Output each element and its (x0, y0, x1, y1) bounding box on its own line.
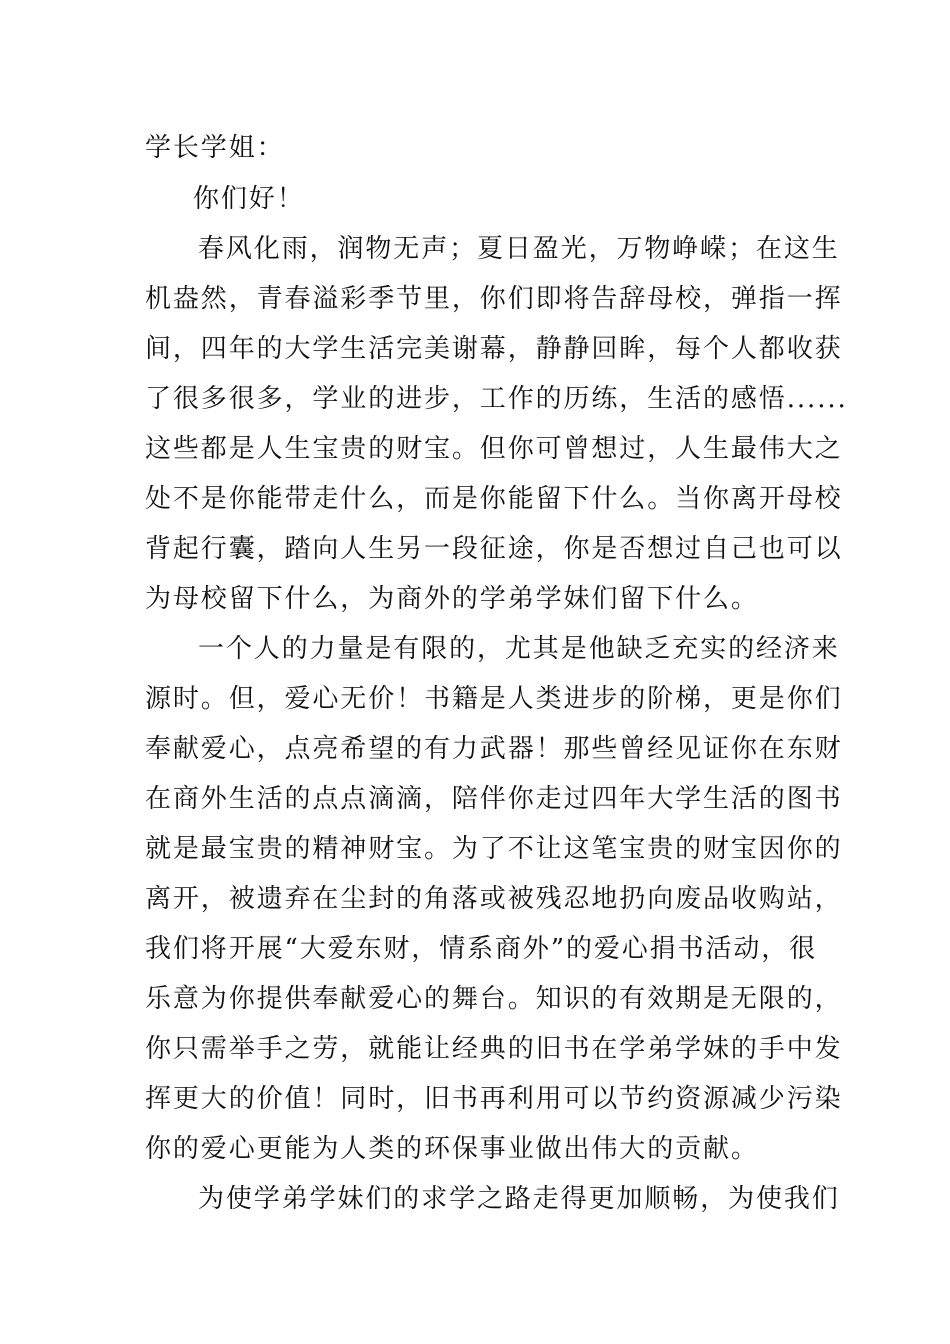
paragraph-line: 挥更大的价值！同时，旧书再利用可以节约资源减少污染 (145, 1084, 843, 1114)
paragraph-line: 奉献爱心，点亮希望的有力武器！那些曾经见证你在东财 (145, 734, 843, 764)
paragraph-line: 你只需举手之劳，就能让经典的旧书在学弟学妹的手中发 (145, 1034, 843, 1064)
paragraph-line: 为母校留下什么，为商外的学弟学妹们留下什么。 (145, 584, 759, 614)
salutation: 学长学姐： (145, 133, 285, 163)
paragraph-line: 处不是你能带走什么，而是你能留下什么。当你离开母校 (145, 484, 843, 514)
paragraph-line: 这些都是人生宝贵的财宝。但你可曾想过，人生最伟大之 (145, 434, 843, 464)
paragraph-line: 背起行囊，踏向人生另一段征途，你是否想过自己也可以 (145, 534, 843, 564)
paragraph-line: 为使学弟学妹们的求学之路走得更加顺畅，为使我们 (198, 1184, 840, 1214)
greeting: 你们好！ (193, 184, 305, 214)
paragraph-line: 离开，被遗弃在尘封的角落或被残忍地扔向废品收购站， (145, 884, 843, 914)
paragraph-line: 在商外生活的点点滴滴，陪伴你走过四年大学生活的图书 (145, 784, 843, 814)
paragraph-line: 间，四年的大学生活完美谢幕，静静回眸，每个人都收获 (145, 334, 843, 364)
paragraph-line: 就是最宝贵的精神财宝。为了不让这笔宝贵的财宝因你的 (145, 834, 843, 864)
paragraph-line: 机盎然，青春溢彩季节里，你们即将告辞母校，弹指一挥 (145, 284, 843, 314)
paragraph-line: 乐意为你提供奉献爱心的舞台。知识的有效期是无限的， (145, 984, 843, 1014)
paragraph-line: 你的爱心更能为人类的环保事业做出伟大的贡献。 (145, 1134, 759, 1164)
paragraph-line: 春风化雨，润物无声；夏日盈光，万物峥嵘；在这生 (198, 234, 840, 264)
paragraph-line: 我们将开展“大爱东财，情系商外”的爱心捐书活动，很 (145, 934, 818, 964)
paragraph-line: 源时。但，爱心无价！书籍是人类进步的阶梯，更是你们 (145, 684, 843, 714)
paragraph-line: 了很多很多，学业的进步，工作的历练，生活的感悟...... (145, 384, 848, 414)
paragraph-line: 一个人的力量是有限的，尤其是他缺乏充实的经济来 (198, 634, 840, 664)
